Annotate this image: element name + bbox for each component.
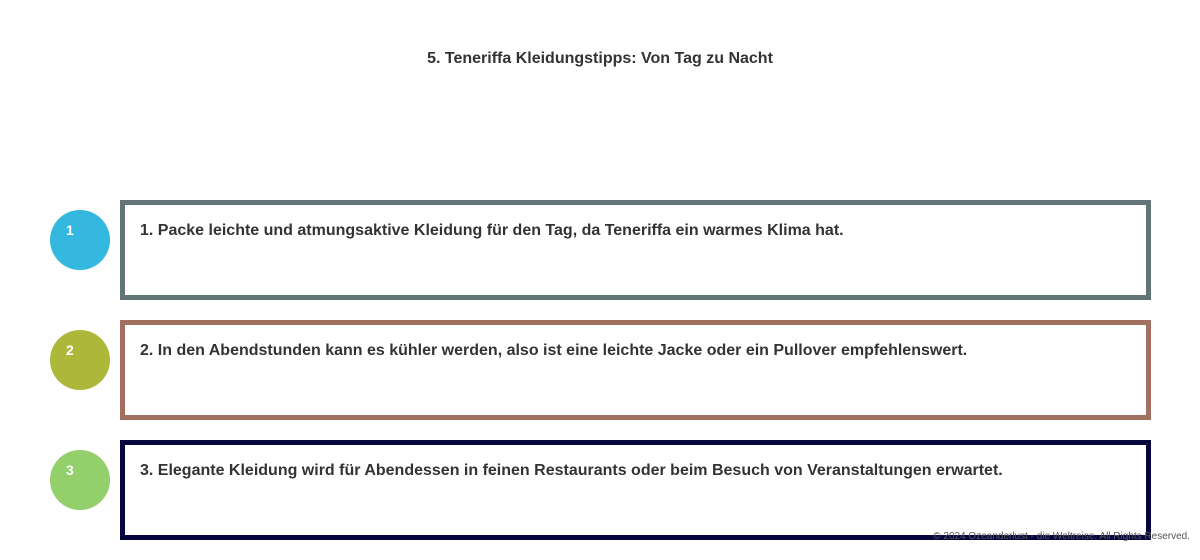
diagram-title: 5. Teneriffa Kleidungstipps: Von Tag zu Nacht bbox=[427, 50, 773, 67]
step-3 bbox=[0, 440, 1200, 540]
step-2-number: 2 bbox=[66, 342, 74, 358]
step-1-circle bbox=[50, 210, 110, 270]
step-3-box bbox=[120, 440, 1151, 540]
step-1-box bbox=[120, 200, 1151, 300]
step-2-circle bbox=[50, 330, 110, 390]
step-1-number: 1 bbox=[66, 222, 74, 238]
copyright-notice: © 2024 Ozeanderlust - die Weltreise. All Rights Reserved. bbox=[933, 531, 1190, 542]
step-2-text: 2. In den Abendstunden kann es kühler werden, also ist eine leichte Jacke oder ein Pullover empfehlenswert. bbox=[140, 342, 968, 359]
step-1 bbox=[0, 200, 1200, 300]
step-1-text: 1. Packe leichte und atmungsaktive Kleidung für den Tag, da Teneriffa ein warmes Klima hat. bbox=[140, 222, 844, 239]
step-2 bbox=[0, 320, 1200, 420]
step-3-text: 3. Elegante Kleidung wird für Abendessen in feinen Restaurants oder beim Besuch von Veranstaltungen erwartet. bbox=[140, 462, 1003, 479]
step-3-number: 3 bbox=[66, 462, 74, 478]
step-2-box bbox=[120, 320, 1151, 420]
step-3-circle bbox=[50, 450, 110, 510]
